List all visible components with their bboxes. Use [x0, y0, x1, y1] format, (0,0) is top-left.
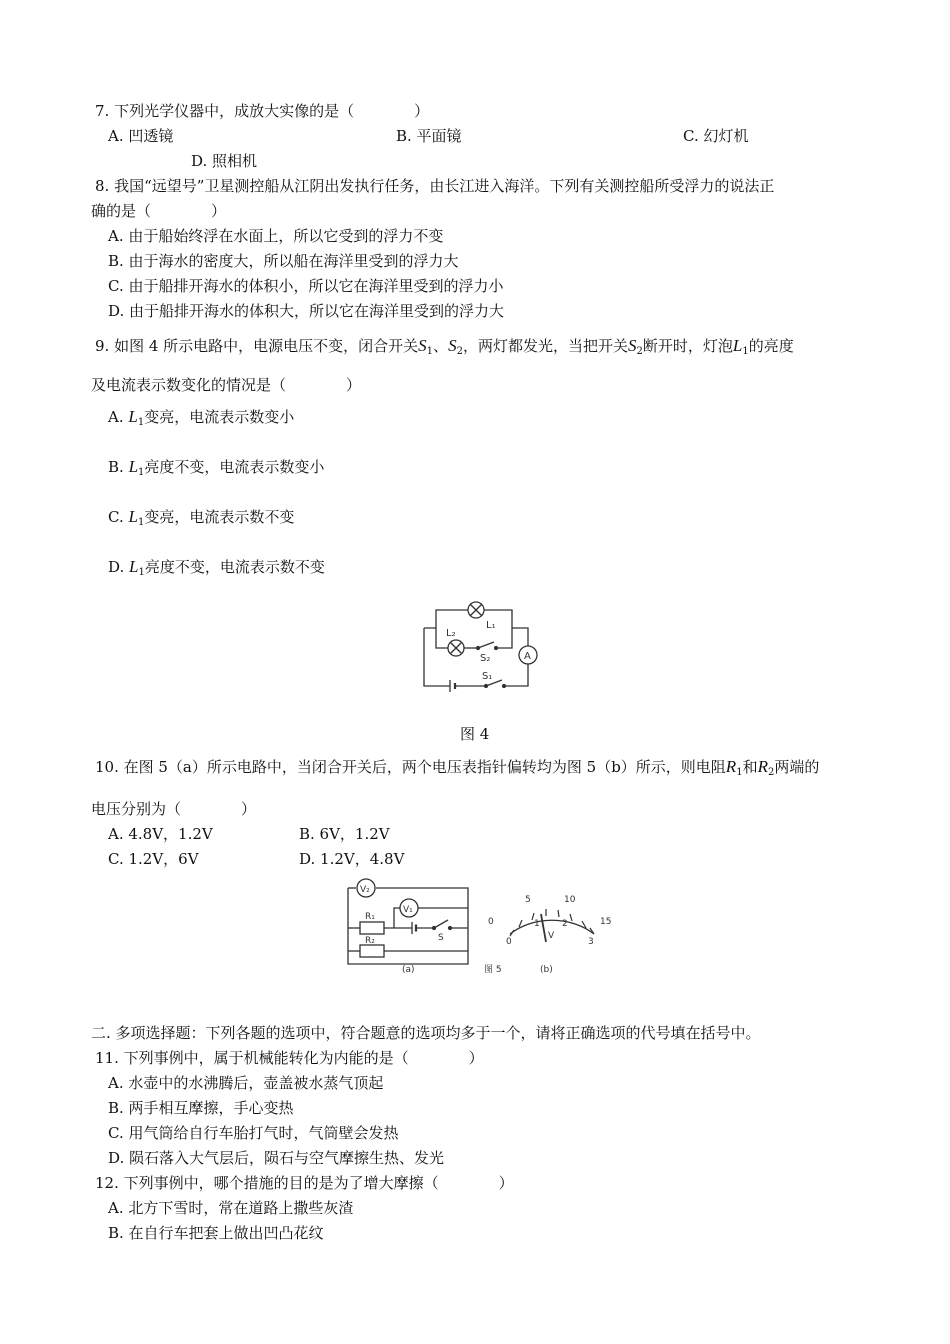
scale-top-5: 5	[525, 895, 531, 905]
figure-5b-voltmeter-dial	[488, 895, 611, 947]
option-text: 亮度不变，电流表示数变小	[144, 458, 325, 476]
q9-text-2: ，两灯都发光，当把开关	[462, 337, 628, 355]
q8-option-c: C. 由于船排开海水的体积小，所以它在海洋里受到的浮力小	[108, 277, 504, 295]
q11-option-a: A. 水壶中的水沸腾后，壶盖被水蒸气顶起	[108, 1074, 384, 1092]
q10-text-mid: 和	[742, 758, 758, 776]
q9-option-d	[108, 557, 325, 583]
q9-separator: 、	[433, 337, 449, 355]
q9-stem-line2: 及电流表示数变化的情况是（ ）	[91, 376, 362, 394]
q11-option-b: B. 两手相互摩擦，手心变热	[108, 1099, 294, 1117]
option-symbol: L	[128, 457, 139, 476]
label-r2: R₂	[365, 936, 375, 946]
option-symbol: L	[128, 407, 138, 426]
option-symbol: L	[129, 557, 139, 576]
q10-text-1: 10. 在图 5（a）所示电路中，当闭合开关后，两个电压表指针偏转均为图 5（b）所示，则电阻	[95, 758, 726, 776]
switch-s-blade	[434, 920, 448, 928]
option-text: 亮度不变，电流表示数不变	[144, 558, 325, 576]
q10-text-2: 两端的	[774, 758, 820, 776]
section-2-heading: 二. 多项选择题：下列各题的选项中，符合题意的选项均多于一个，请将正确选项的代号填在括号中。	[91, 1024, 761, 1042]
resistor-r2	[360, 945, 384, 957]
option-text: 变亮，电流表示数变小	[144, 408, 295, 426]
q7-option-a: A. 凹透镜	[108, 127, 174, 145]
wire-l1-left	[424, 610, 468, 628]
scale-bottom-2: 2	[562, 919, 568, 929]
figure-4-caption: 图 4	[460, 725, 490, 743]
q9-option-a	[108, 407, 294, 433]
q8-option-a: A. 由于船始终浮在水面上，所以它受到的浮力不变	[108, 227, 444, 245]
q9-symbol-s2b-sub: 2	[636, 346, 643, 357]
option-symbol-sub: 1	[138, 567, 145, 578]
option-symbol-sub: 1	[138, 467, 145, 478]
q9-symbol-s2-sub: 2	[456, 346, 463, 357]
switch-s2-blade	[478, 642, 494, 648]
label-r1: R₁	[365, 912, 375, 922]
q10-symbol-r1-sub: 1	[736, 767, 743, 778]
wire-right	[512, 628, 528, 646]
label-s1: S₁	[482, 671, 493, 682]
q7-stem: 7. 下列光学仪器中，成放大实像的是（ ）	[95, 102, 430, 120]
label-s: S	[438, 933, 444, 943]
caption-b: (b)	[540, 965, 553, 975]
label-l1: L₁	[486, 620, 496, 631]
label-ammeter: A	[524, 651, 531, 662]
label-v2: V₂	[360, 885, 370, 895]
q11-stem: 11. 下列事例中，属于机械能转化为内能的是（ ）	[95, 1049, 484, 1067]
option-letter: D.	[108, 558, 125, 576]
q11-option-c: C. 用气筒给自行车胎打气时，气筒壁会发热	[108, 1124, 399, 1142]
option-symbol-sub: 1	[137, 417, 145, 428]
q10-option-a: A. 4.8V，1.2V	[108, 825, 213, 843]
q10-stem-line2: 电压分别为（ ）	[91, 800, 257, 818]
q7-option-b: B. 平面镜	[396, 127, 462, 145]
label-l2: L₂	[446, 628, 456, 639]
q9-stem-line1	[95, 336, 794, 362]
q8-stem-line1: 8. 我国“远望号”卫星测控船从江阴出发执行任务，由长江进入海洋。下列有关测控船所受浮力的说法正	[95, 177, 775, 195]
q7-option-c: C. 幻灯机	[683, 127, 749, 145]
q10-symbol-r2-sub: 2	[767, 767, 775, 778]
q8-option-d: D. 由于船排开海水的体积大，所以它在海洋里受到的浮力大	[108, 302, 505, 320]
q12-option-b: B. 在自行车把套上做出凹凸花纹	[108, 1224, 324, 1242]
scale-bottom-1: 1	[534, 919, 540, 929]
option-letter: C.	[108, 508, 124, 526]
caption-figure-5: 图 5	[484, 965, 502, 975]
scale-top-15: 15	[600, 917, 612, 927]
q9-symbol-s2b: S	[627, 336, 637, 355]
label-v1: V₁	[403, 905, 413, 915]
scale-bottom-3: 3	[588, 937, 594, 947]
q9-symbol-l1: L	[732, 336, 743, 355]
scale-top-10: 10	[564, 895, 576, 905]
q10-option-b: B. 6V，1.2V	[299, 825, 390, 843]
q8-stem-line2: 确的是（ ）	[91, 202, 227, 220]
dial-needle	[541, 914, 546, 942]
label-s2: S₂	[480, 653, 491, 664]
q11-option-d: D. 陨石落入大气层后，陨石与空气摩擦生热、发光	[108, 1149, 445, 1167]
option-text: 变亮，电流表示数不变	[144, 508, 295, 526]
q12-stem: 12. 下列事例中，哪个措施的目的是为了增大摩擦（ ）	[95, 1174, 514, 1192]
q10-stem-line1	[95, 757, 819, 783]
q10-symbol-r2: R	[757, 757, 768, 776]
q8-option-b: B. 由于海水的密度大，所以船在海洋里受到的浮力大	[108, 252, 459, 270]
q9-option-c	[108, 507, 294, 533]
option-symbol: L	[128, 507, 138, 526]
option-letter: B.	[108, 458, 124, 476]
figure-5-diagram	[338, 876, 618, 976]
q10-option-d: D. 1.2V，4.8V	[299, 850, 405, 868]
q9-text-4: 的亮度	[748, 337, 794, 355]
q7-option-d: D. 照相机	[191, 152, 258, 170]
q9-symbol-s1: S	[418, 336, 427, 355]
wire-l2-right	[496, 628, 512, 648]
meter-v-label: V	[548, 931, 555, 941]
option-symbol-sub: 1	[137, 517, 145, 528]
q9-option-b	[108, 457, 324, 483]
q9-symbol-s1-sub: 1	[426, 346, 434, 357]
wire-bottom-right	[504, 664, 528, 686]
caption-a: (a)	[402, 965, 415, 975]
q9-text-1: 9. 如图 4 所示电路中，电源电压不变，闭合开关	[95, 337, 419, 355]
figure-4-circuit-diagram	[418, 598, 544, 698]
q9-symbol-s2: S	[448, 336, 457, 355]
q10-symbol-r1: R	[725, 757, 737, 776]
q12-option-a: A. 北方下雪时，常在道路上撒些灰渣	[108, 1199, 354, 1217]
scale-bottom-0: 0	[506, 937, 512, 947]
q9-symbol-l1-sub: 1	[742, 346, 749, 357]
option-letter: A.	[108, 408, 124, 426]
scale-top-0: 0	[488, 917, 494, 927]
q9-text-3: 断开时，灯泡	[642, 337, 733, 355]
q10-option-c: C. 1.2V，6V	[108, 850, 199, 868]
resistor-r1	[360, 922, 384, 934]
